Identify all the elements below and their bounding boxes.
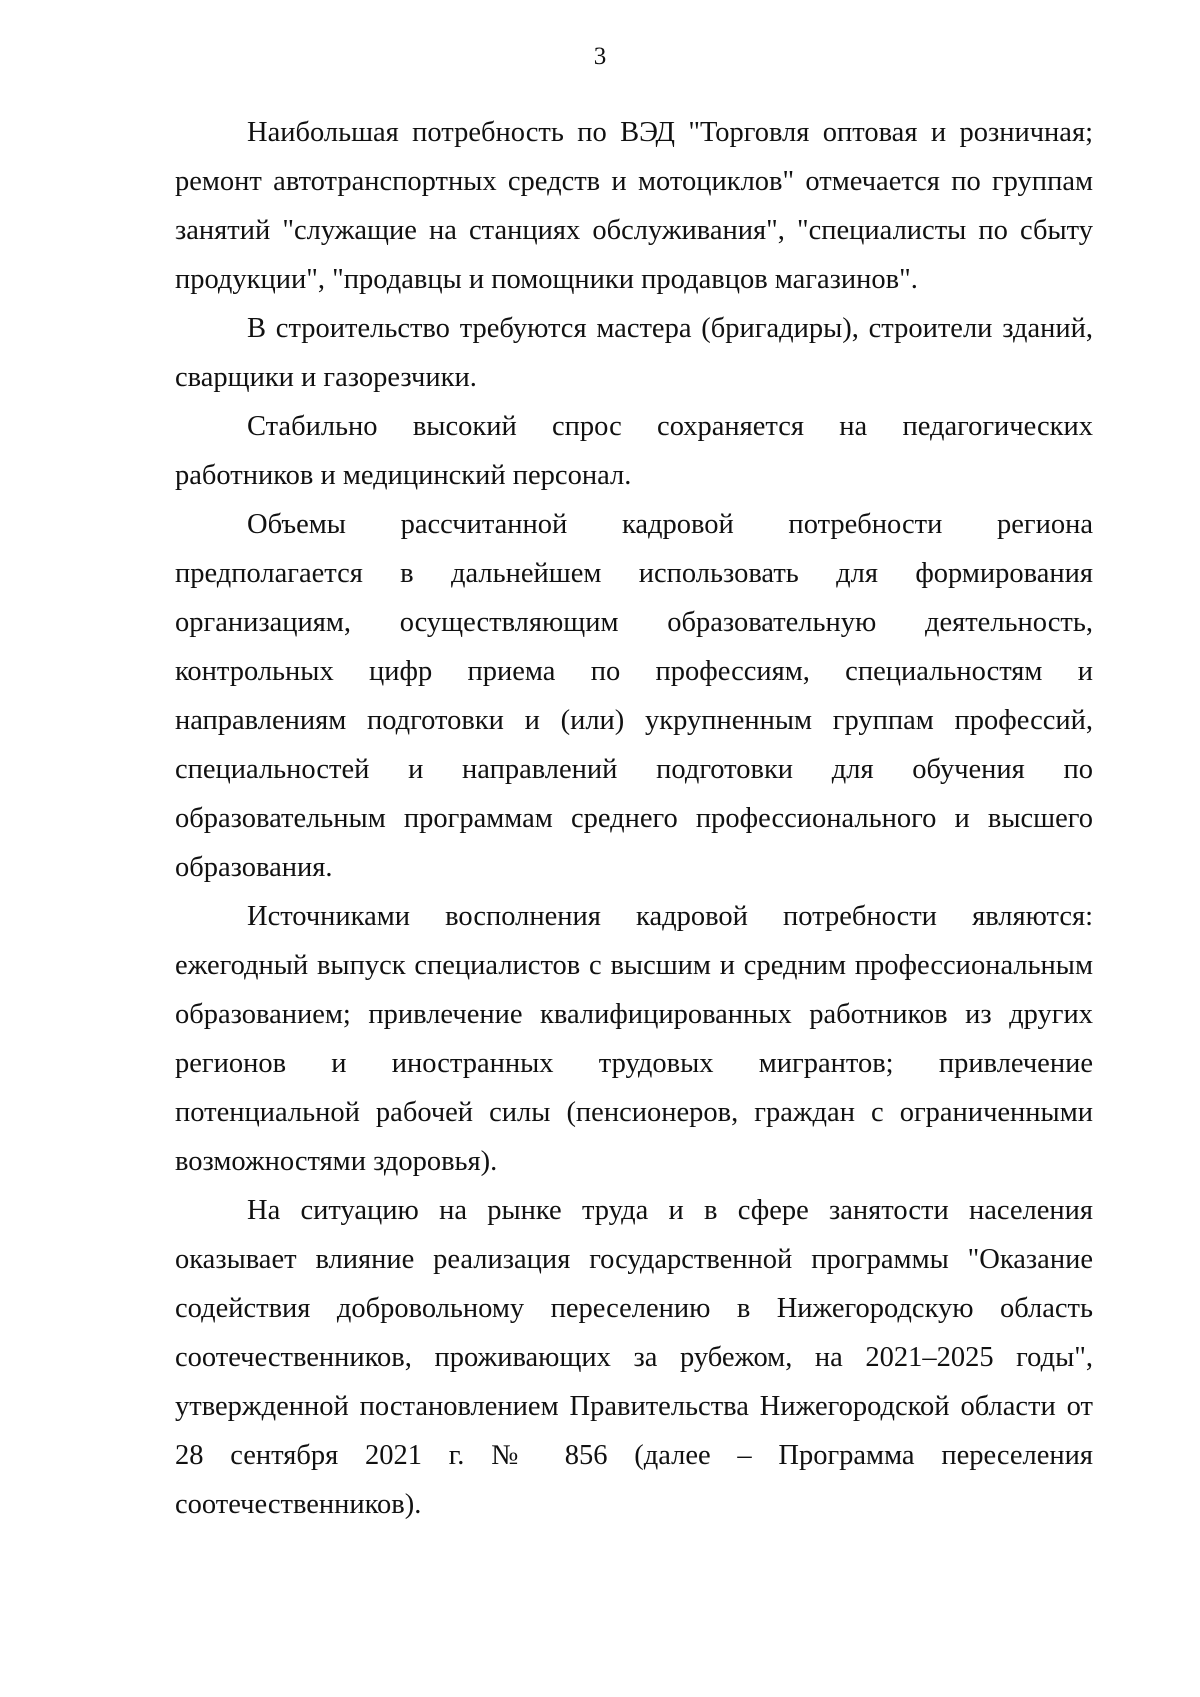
paragraph-construction-demand: В строительство требуются мастера (бригадиры), строители зданий, сварщики и газорезчики. (175, 313, 1093, 393)
paragraph-stable-demand: Стабильно высокий спрос сохраняется на педагогических работников и медицинский персонал. (175, 411, 1093, 491)
document-body (175, 108, 1093, 1529)
paragraph-replenishment-sources: Источниками восполнения кадровой потребности являются: ежегодный выпуск специалистов с высшим и средним профессиональным образованием; привлечение квалифицированных работников из других регионов и иностранных трудовых мигрантов; привлечение потенциальной рабочей силы (пенсионеров, граждан с ограниченными возможностями здоровья). (175, 901, 1093, 1177)
paragraph-trade-demand: Наибольшая потребность по ВЭД "Торговля оптовая и розничная; ремонт автотранспортных средств и мотоциклов" отмечается по группам занятий "служащие на станциях обслуживания", "специалисты по сбыту продукции", "продавцы и помощники продавцов магазинов". (175, 117, 1093, 295)
page-number: 3 (593, 43, 607, 70)
paragraph-staffing-volumes: Объемы рассчитанной кадровой потребности региона предполагается в дальнейшем использовать для формирования организациям, осуществляющим образовательную деятельность, контрольных цифр приема по профессиям, специальностям и направлениям подготовки и (или) укрупненным группам профессий, специальностей и направлений подготовки для обучения по образовательным программам среднего профессионального и высшего образования. (175, 509, 1093, 883)
paragraph-resettlement-program: На ситуацию на рынке труда и в сфере занятости населения оказывает влияние реализация государственной программы "Оказание содействия добровольному переселению в Нижегородскую область соотечественников, проживающих за рубежом, на 2021–2025 годы", утвержденной постановлением Правительства Нижегородской области от 28 сентября 2021 г. № 856 (далее – Программа переселения соотечественников). (175, 1195, 1093, 1520)
